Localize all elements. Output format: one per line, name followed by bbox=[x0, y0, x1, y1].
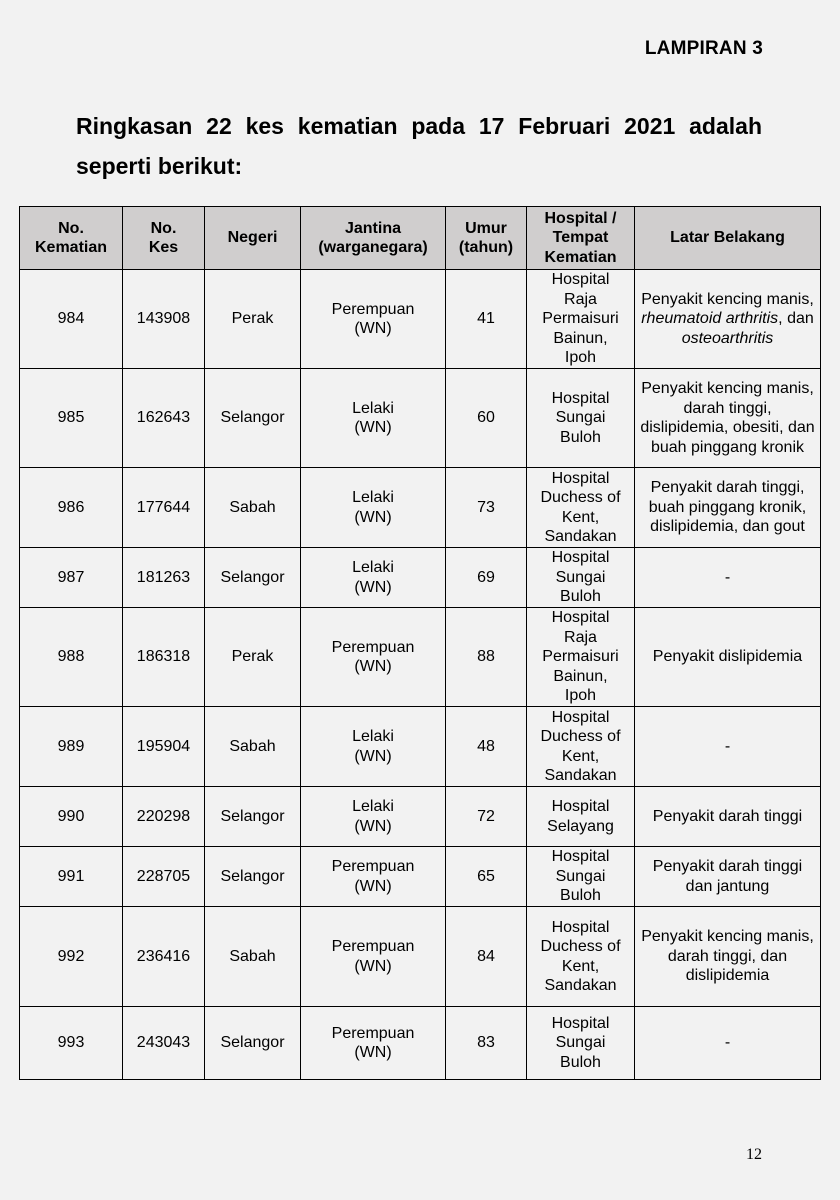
cell-no-kematian: 984 bbox=[20, 270, 123, 369]
cell-hospital: Hospital Sungai Buloh bbox=[527, 847, 635, 907]
cell-jantina: Lelaki (WN) bbox=[301, 369, 446, 468]
cell-hospital: Hospital Sungai Buloh bbox=[527, 548, 635, 608]
cell-jantina: Lelaki (WN) bbox=[301, 707, 446, 787]
header-jantina: Jantina (warganegara) bbox=[301, 207, 446, 270]
latar-text: Penyakit kencing manis, darah tinggi, dan dislipidemia bbox=[641, 928, 814, 985]
cell-umur: 65 bbox=[446, 847, 527, 907]
cell-no-kes: 236416 bbox=[123, 907, 205, 1007]
table-row bbox=[20, 1007, 821, 1080]
cell-jantina: Lelaki (WN) bbox=[301, 787, 446, 847]
cell-jantina: Perempuan (WN) bbox=[301, 270, 446, 369]
latar-text: , dan bbox=[778, 310, 814, 328]
cell-negeri: Perak bbox=[205, 270, 301, 369]
latar-text: - bbox=[724, 1034, 731, 1052]
cell-no-kes: 162643 bbox=[123, 369, 205, 468]
cell-no-kematian: 986 bbox=[20, 468, 123, 548]
cell-latar-belakang bbox=[635, 707, 821, 787]
cell-umur: 83 bbox=[446, 1007, 527, 1080]
cell-umur: 48 bbox=[446, 707, 527, 787]
cell-negeri: Sabah bbox=[205, 707, 301, 787]
cell-umur: 88 bbox=[446, 608, 527, 707]
latar-text: Penyakit darah tinggi bbox=[652, 807, 803, 825]
cell-no-kematian: 987 bbox=[20, 548, 123, 608]
latar-text: Penyakit kencing manis, darah tinggi, dislipidemia, obesiti, dan buah pinggang kronik bbox=[640, 380, 815, 456]
page-number: 12 bbox=[746, 1146, 762, 1163]
cell-umur: 72 bbox=[446, 787, 527, 847]
cell-negeri: Selangor bbox=[205, 1007, 301, 1080]
latar-text: Penyakit dislipidemia bbox=[652, 648, 803, 666]
header-latar-belakang: Latar Belakang bbox=[635, 207, 821, 270]
cell-latar-belakang bbox=[635, 787, 821, 847]
table-row bbox=[20, 369, 821, 468]
cell-no-kes: 228705 bbox=[123, 847, 205, 907]
cell-no-kematian: 991 bbox=[20, 847, 123, 907]
cell-umur: 69 bbox=[446, 548, 527, 608]
header-hospital: Hospital / Tempat Kematian bbox=[527, 207, 635, 270]
cell-jantina: Lelaki (WN) bbox=[301, 468, 446, 548]
header-no-kematian: No. Kematian bbox=[20, 207, 123, 270]
cell-jantina: Perempuan (WN) bbox=[301, 1007, 446, 1080]
cell-negeri: Selangor bbox=[205, 369, 301, 468]
cell-no-kematian: 990 bbox=[20, 787, 123, 847]
cell-negeri: Selangor bbox=[205, 787, 301, 847]
cell-hospital: Hospital Duchess of Kent, Sandakan bbox=[527, 468, 635, 548]
cell-hospital: Hospital Sungai Buloh bbox=[527, 1007, 635, 1080]
appendix-label: LAMPIRAN 3 bbox=[644, 38, 763, 59]
cell-negeri: Sabah bbox=[205, 907, 301, 1007]
cell-latar-belakang bbox=[635, 369, 821, 468]
cell-jantina: Perempuan (WN) bbox=[301, 907, 446, 1007]
table-row bbox=[20, 468, 821, 548]
header-no-kes: No. Kes bbox=[123, 207, 205, 270]
cell-no-kematian: 993 bbox=[20, 1007, 123, 1080]
cell-latar-belakang bbox=[635, 608, 821, 707]
latar-italic-text: osteoarthritis bbox=[681, 329, 774, 347]
cell-negeri: Selangor bbox=[205, 847, 301, 907]
deaths-table bbox=[19, 206, 821, 1080]
table-body bbox=[20, 270, 821, 1080]
latar-text: Penyakit darah tinggi dan jantung bbox=[652, 858, 803, 895]
cell-umur: 73 bbox=[446, 468, 527, 548]
cell-hospital: Hospital Selayang bbox=[527, 787, 635, 847]
cell-hospital: Hospital Sungai Buloh bbox=[527, 369, 635, 468]
cell-umur: 60 bbox=[446, 369, 527, 468]
cell-no-kematian: 988 bbox=[20, 608, 123, 707]
cell-hospital: Hospital Duchess of Kent, Sandakan bbox=[527, 707, 635, 787]
cell-latar-belakang bbox=[635, 847, 821, 907]
cell-no-kes: 143908 bbox=[123, 270, 205, 369]
header-umur: Umur (tahun) bbox=[446, 207, 527, 270]
latar-text: Penyakit kencing manis, bbox=[641, 290, 814, 308]
cell-no-kes: 177644 bbox=[123, 468, 205, 548]
cell-latar-belakang bbox=[635, 907, 821, 1007]
latar-italic-text: rheumatoid arthritis bbox=[641, 310, 779, 328]
cell-no-kes: 186318 bbox=[123, 608, 205, 707]
cell-no-kes: 220298 bbox=[123, 787, 205, 847]
cell-latar-belakang bbox=[635, 1007, 821, 1080]
table-row bbox=[20, 270, 821, 369]
latar-text: Penyakit darah tinggi, buah pinggang kronik, dislipidemia, dan gout bbox=[648, 479, 807, 536]
header-row bbox=[20, 207, 821, 270]
table-row bbox=[20, 907, 821, 1007]
cell-no-kematian: 992 bbox=[20, 907, 123, 1007]
table-row bbox=[20, 847, 821, 907]
header-negeri: Negeri bbox=[205, 207, 301, 270]
latar-text: - bbox=[724, 568, 731, 586]
cell-no-kes: 243043 bbox=[123, 1007, 205, 1080]
cell-no-kes: 195904 bbox=[123, 707, 205, 787]
table-header bbox=[20, 207, 821, 270]
cell-umur: 41 bbox=[446, 270, 527, 369]
cell-latar-belakang bbox=[635, 548, 821, 608]
cell-no-kematian: 989 bbox=[20, 707, 123, 787]
cell-jantina: Lelaki (WN) bbox=[301, 548, 446, 608]
cell-negeri: Sabah bbox=[205, 468, 301, 548]
cell-jantina: Perempuan (WN) bbox=[301, 847, 446, 907]
cell-hospital: Hospital Duchess of Kent, Sandakan bbox=[527, 907, 635, 1007]
cell-no-kematian: 985 bbox=[20, 369, 123, 468]
cell-negeri: Selangor bbox=[205, 548, 301, 608]
table-row bbox=[20, 707, 821, 787]
cell-latar-belakang bbox=[635, 468, 821, 548]
table-row bbox=[20, 608, 821, 707]
cell-no-kes: 181263 bbox=[123, 548, 205, 608]
cell-hospital: Hospital Raja Permaisuri Bainun, Ipoh bbox=[527, 608, 635, 707]
cell-jantina: Perempuan (WN) bbox=[301, 608, 446, 707]
cell-hospital: Hospital Raja Permaisuri Bainun, Ipoh bbox=[527, 270, 635, 369]
table-row bbox=[20, 787, 821, 847]
cell-umur: 84 bbox=[446, 907, 527, 1007]
cell-negeri: Perak bbox=[205, 608, 301, 707]
page-heading: Ringkasan 22 kes kematian pada 17 Februari 2021 adalah seperti berikut: bbox=[76, 113, 762, 179]
latar-text: - bbox=[724, 737, 731, 755]
cell-latar-belakang bbox=[635, 270, 821, 369]
table-row bbox=[20, 548, 821, 608]
